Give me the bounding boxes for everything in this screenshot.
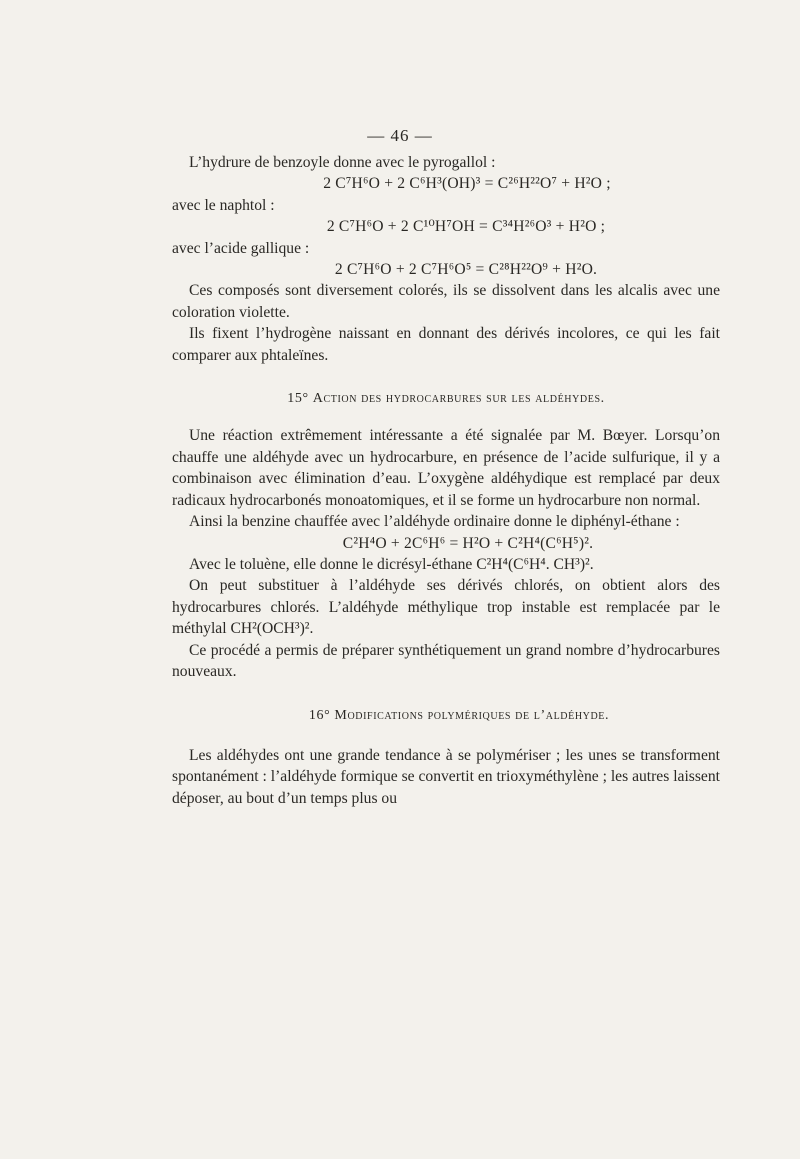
section-heading — [172, 388, 720, 409]
paragraph: Une réaction extrêmement intéressante a été signalée par M. Bœyer. Lorsqu’on chauffe une aldéhyde avec un hydrocarbure, en présence de l’acide sulfurique, il y a combinaison avec élimination d’eau. L’oxygène aldéhydique est remplacé par deux radicaux hydrocarbonés monoatomiques, et il se forme un hydrocarbure non normal. — [172, 427, 720, 509]
page-body — [172, 152, 720, 809]
paragraph: Ces composés sont diversement colorés, ils se dissolvent dans les alcalis avec une coloration violette. — [172, 282, 720, 321]
chemical-formula: 2 C⁷H⁶O + 2 C⁶H³(OH)³ = C²⁶H²²O⁷ + H²O ; — [323, 175, 611, 193]
section-title: Action des hydrocarbures sur les aldéhydes. — [312, 391, 605, 407]
paragraph: Les aldéhydes ont une grande tendance à se polymériser ; les unes se transforment spontanément : l’aldéhyde formique se convertit en trioxyméthylène ; les autres laissent déposer, au bout d’un temps plus ou — [172, 746, 720, 807]
paragraph: Ainsi la benzine chauffée avec l’aldéhyde ordinaire donne le diphényl-éthane : — [189, 513, 680, 531]
section-number: 15° — [287, 391, 309, 407]
paragraph: Ils fixent l’hydrogène naissant en donnant des dérivés incolores, ce qui les fait comparer aux phtaleïnes. — [172, 325, 720, 364]
chemical-formula: 2 C⁷H⁶O + 2 C¹⁰H⁷OH = C³⁴H²⁶O³ + H²O ; — [326, 218, 606, 236]
section-heading — [172, 705, 720, 726]
paragraph: Avec le toluène, elle donne le dicrésyl-éthane C²H⁴(C⁶H⁴. CH³)². — [189, 555, 594, 573]
chemical-formula: 2 C⁷H⁶O + 2 C⁷H⁶O⁵ = C²⁸H²²O⁹ + H²O. — [334, 261, 598, 279]
paragraph: avec le naphtol : — [172, 196, 275, 214]
page-number: — 46 — — [367, 126, 433, 145]
chemical-formula: C²H⁴O + 2C⁶H⁶ = H²O + C²H⁴(C⁶H⁵)². — [342, 534, 594, 552]
section-title: Modifications polymériques de l’aldéhyde. — [334, 708, 610, 724]
paragraph: Ce procédé a permis de préparer synthétiquement un grand nombre d’hydrocarbures nouveaux. — [172, 641, 720, 680]
paragraph: On peut substituer à l’aldéhyde ses dérivés chlorés, on obtient alors des hydrocarbures chlorés. L’aldéhyde méthylique trop instable est remplacée par le méthylal CH²(OCH³)². — [172, 577, 720, 638]
paragraph: avec l’acide gallique : — [172, 239, 310, 257]
section-number: 16° — [308, 708, 331, 724]
paragraph: L’hydrure de benzoyle donne avec le pyrogallol : — [189, 154, 496, 171]
